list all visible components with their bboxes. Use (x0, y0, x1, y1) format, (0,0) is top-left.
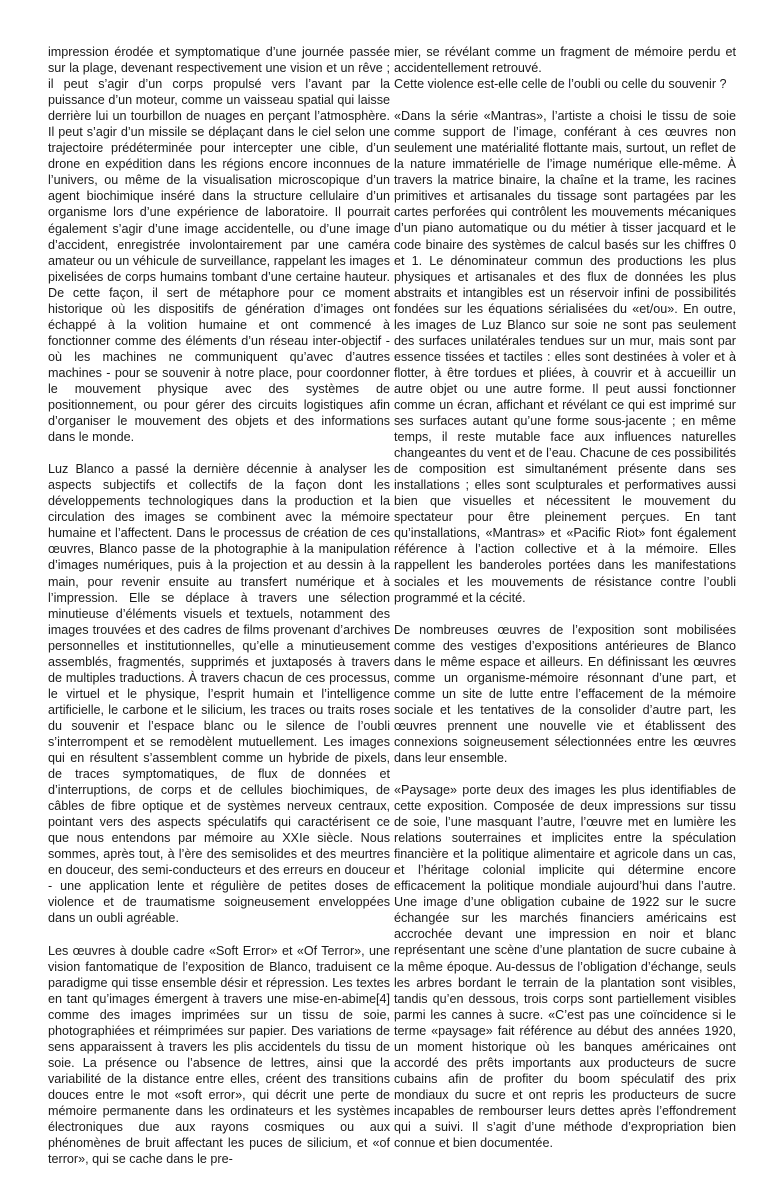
left-column (48, 44, 390, 1183)
paragraph: Les œuvres à double cadre «Soft Error» et «Of Terror», une vision fantomatique de l’exposition de Blanco, traduisent ce paradigme qui tisse ensemble désir et répression. Les textes en tant qu’images émergent à travers une mise-en-abime[4] comme des images imprimées sur un tissu de soie, photographiées et réimprimées sur papier. Des variations de sens apparaissent à travers les plis accidentels du tissu de soie. La présence ou l’absence de lettres, ainsi que la variabilité de la distance entre elles, créent des transitions douces entre le mot «soft error», qui décrit une perte de mémoire permanente dans les ordinateurs et les systèmes électroniques due aux rayons cosmiques ou aux phénomènes de bruit affectant les puces de silicium, et «of terror», qui se cache dans le pre- (48, 943, 390, 1167)
paragraph: «Dans la série «Mantras», l’artiste a choisi le tissu de soie comme support de l’image, conférant à ces œuvres non seulement une matérialité flottante mais, surtout, un reflet de la nature immatérielle de l’image numérique elle-même. À travers la matrice binaire, la chaîne et la trame, les racines primitives et artisanales du tissage sont partagées par les cartes perforées qui contrôlent les mouvements mécaniques d’un piano automatique ou du métier à tisser jacquard et le code binaire des systèmes de calcul basés sur les chiffres 0 et 1. Le dénominateur commun des productions les plus physiques et artisanales et des flux de données les plus abstraits et intangibles est un réservoir infini de possibilités fondées sur les équations sérialisées du «et/ou». En outre, les images de Luz Blanco sur soie ne sont pas seulement des surfaces unilatérales tendues sur un mur, mais sont par essence tissées et tactiles : elles sont destinées à voler et à flotter, à être tordues et pliées, à couvrir et à accueillir un autre objet ou une autre forme. Il peut aussi fonctionner comme un écran, affichant et révélant ce qui est imprimé sur ses surfaces autant qu’une forme sous-jacente ; en même temps, il reste mutable face aux influences naturelles changeantes du vent et de l’eau. Chacune de ces possibilités de composition est simultanément présente dans ses installations ; elles sont sculpturales et performatives aussi bien que visuelles et nécessitent le mouvement du spectateur pour être pleinement perçues. En tant qu’installations, «Mantras» et «Pacific Riot» font également référence à l’action collective et à la mémoire. Elles rappellent les banderoles portées dans les manifestations sociales et les mouvements de résistance contre l’oubli programmé et la cécité. (394, 109, 736, 605)
paragraph: Luz Blanco a passé la dernière décennie à analyser les aspects subjectifs et collectifs de la façon dont les développements technologiques dans la production et la circulation des images se combinent avec la mémoire humaine et l’affectent. Dans le processus de création de ces œuvres, Blanco passe de la photographie à la manipulation d’images numériques, puis à la projection et au dessin à la main, pour revenir ensuite au transfert numérique et à l’impression. Elle se déplace à travers une sélection minutieuse d’éléments visuels et textuels, notamment des images trouvées et des cadres de films provenant d’archives personnelles et institutionnelles, qu’elle a minutieusement assemblés, fragmentés, supprimés et juxtaposés à travers de multiples traductions. À travers chacun de ces processus, le virtuel et le physique, l’esprit humain et l’intelligence artificielle, le carbone et le silicium, les traces ou traits roses du souvenir et l’espace blanc ou le silence de l’oubli s’interrompent et se remodèlent mutuellement. Les images qui en résultent s’assemblent comme un hybride de pixels, de traces symptomatiques, de flux de données et d’interruptions, de corps et de cellules biochimiques, de câbles de fibre optique et de systèmes nerveux centraux, pointant vers des aspects spéculatifs qui caractérisent ce que nous entendons par mémoire au XXIe siècle. Nous sommes, après tout, à l’ère des semisolides et des meurtres en douceur, des semi-conducteurs et des erreurs en douceur - une application lente et régulière de petites doses de violence et de traumatisme soigneusement enveloppées dans un oubli agréable. (48, 462, 390, 926)
paragraph: De nombreuses œuvres de l’exposition sont mobilisées comme des vestiges d’expositions antérieures de Blanco dans le même espace et ailleurs. En définissant les œuvres comme un organisme-mémoire résonnant d’une part, et comme un site de lutte entre l’effacement de la mémoire sociale et les tentatives de la consolider d’autre part, les œuvres prennent une nouvelle vie et établissent des connexions soigneusement sélectionnées entre les œuvres dans leur ensemble. (394, 622, 736, 765)
paragraph: impression érodée et symptomatique d’une journée passée sur la plage, devenant respectivement une vision et un rêve ; il peut s’agir d’un corps propulsé vers l’avant par la puissance d’un moteur, comme un vaisseau spatial qui laisse derrière lui un tourbillon de nuages en perçant l’atmosphère. Il peut s’agir d’un missile se déplaçant dans le ciel selon une trajectoire prédéterminée pour intercepter une cible, d’un drone en expédition dans les régions encore inconnues de l’univers, ou même de la visualisation microscopique d’un agent biochimique inséré dans la structure cellulaire d’un organisme lors d’une expérience de laboratoire. Il pourrait également s’agir d’une image accidentelle, ou d’une image d’accident, enregistrée involontairement par une caméra amateur ou un véhicule de surveillance, rappelant les images pixelisées de corps humains tombant d’une certaine hauteur. De cette façon, il sert de métaphore pour ce moment historique où les dispositifs de génération d’images ont échappé à la volition humaine et ont commencé à fonctionner comme des éléments d’un réseau inter-objectif - où les machines ne communiquent qu’avec d’autres machines - pour se souvenir à notre place, pour coordonner le mouvement physique avec des systèmes de positionnement, ou pour gérer des circuits logistiques afin d’organiser le mouvement des objets et des informations dans le monde. (48, 45, 390, 445)
paragraph: Cette violence est-elle celle de l’oubli ou celle du souvenir ? (394, 77, 727, 92)
right-column (394, 44, 736, 1167)
paragraph: «Paysage» porte deux des images les plus identifiables de cette exposition. Composée de deux impressions sur tissu de soie, l’une masquant l’autre, l’œuvre met en lumière les relations souterraines et implicites entre la spéculation financière et la politique alimentaire et agricole dans un cas, et l’héritage colonial implicite qui détermine encore efficacement la politique mondiale aujourd’hui dans l’autre. Une image d’une obligation cubaine de 1922 sur le sucre échangée sur les marchés financiers américains est accrochée devant une impression en noir et blanc représentant une scène d’une plantation de sucre cubaine à la même époque. Au-dessus de l’obligation d’échange, seuls les arbres bordant le terrain de la plantation sont visibles, tandis qu’en dessous, trois corps sont partiellement visibles parmi les cannes à sucre. «C’est pas une coïncidence si le terme «paysage» fait référence au début des années 1920, un moment historique où les banques américaines ont accordé des prêts importants aux producteurs de sucre cubains afin de profiter du boom spéculatif des prix mondiaux du sucre et ont repris les producteurs de sucre incapables de rembourser leurs dettes après l’effondrement qui a suivi. Il s’agit d’une méthode d’expropriation bien connue et bien documentée. (394, 783, 736, 1151)
paragraph: mier, se révélant comme un fragment de mémoire perdu et accidentellement retrouvé. (394, 45, 736, 76)
